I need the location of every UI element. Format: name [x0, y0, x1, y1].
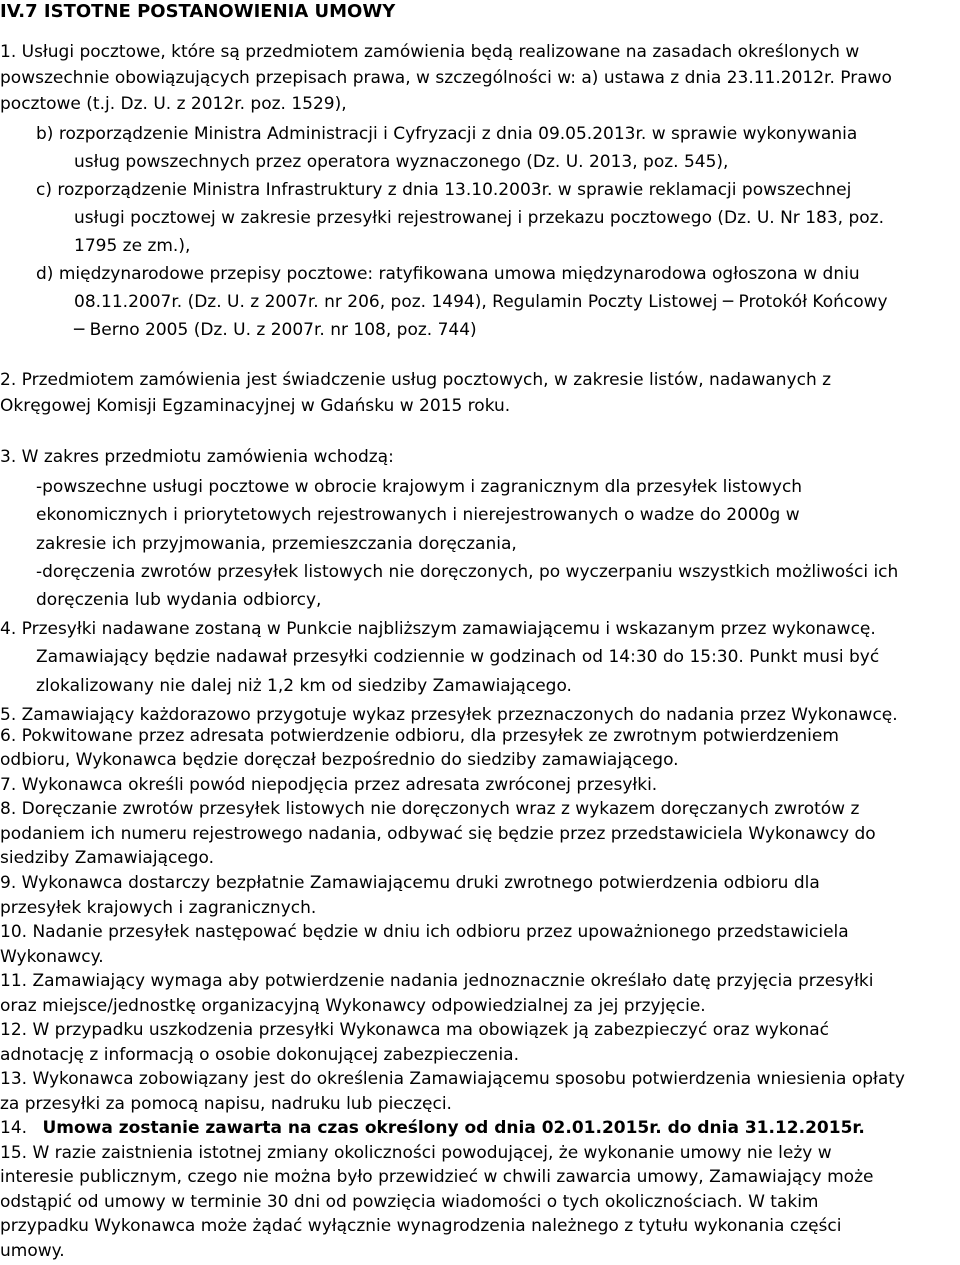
clause-1-line-1: 1. Usługi pocztowe, które są przedmiotem zamówienia będą realizowane na zasadach określonych w	[0, 42, 860, 62]
clause-3-line-1: 3. W zakres przedmiotu zamówienia wchodzą:	[0, 447, 394, 467]
clause-7: 7. Wykonawca określi powód niepodjęcia przez adresata zwróconej przesyłki.	[0, 775, 658, 795]
clause-15-line-4: przypadku Wykonawca może żądać wyłącznie wynagrodzenia należnego z tytułu wykonania części	[0, 1216, 842, 1236]
clause-13-line-1: 13. Wykonawca zobowiązany jest do określenia Zamawiającemu sposobu potwierdzenia wniesienia opłaty	[0, 1069, 905, 1089]
clause-2-line-2: Okręgowej Komisji Egzaminacyjnej w Gdańsku w 2015 roku.	[0, 396, 511, 416]
clause-14-text: Umowa zostanie zawarta na czas określony od dnia 02.01.2015r. do dnia 31.12.2015r.	[42, 1118, 865, 1138]
clause-1-line-3: pocztowe (t.j. Dz. U. z 2012r. poz. 1529),	[0, 94, 347, 114]
clause-12-line-1: 12. W przypadku uszkodzenia przesyłki Wykonawca ma obowiązek ją zabezpieczyć oraz wykonać	[0, 1020, 829, 1040]
clause-1d-line-1: d) międzynarodowe przepisy pocztowe: ratyfikowana umowa międzynarodowa ogłoszona w dniu	[36, 264, 860, 284]
clause-1c-line-2: usługi pocztowej w zakresie przesyłki rejestrowanej i przekazu pocztowego (Dz. U. Nr 183, poz.	[74, 208, 884, 228]
clause-15-line-2: interesie publicznym, czego nie można było przewidzieć w chwili zawarcia umowy, Zamawiający może	[0, 1167, 874, 1187]
clause-1-line-2: powszechnie obowiązujących przepisach prawa, w szczególności w: a) ustawa z dnia 23.11.2012r. Prawo	[0, 68, 892, 88]
clause-15-line-3: odstąpić od umowy w terminie 30 dni od powzięcia wiadomości o tych okolicznościach. W takim	[0, 1192, 819, 1212]
clause-3-line-6: doręczenia lub wydania odbiorcy,	[36, 590, 322, 610]
clause-8-line-2: podaniem ich numeru rejestrowego nadania, odbywać się będzie przez przedstawiciela Wykonawcy do	[0, 824, 876, 844]
clause-9-line-2: przesyłek krajowych i zagranicznych.	[0, 898, 317, 918]
clause-15-line-1: 15. W razie zaistnienia istotnej zmiany okoliczności powodującej, że wykonanie umowy nie leży w	[0, 1143, 832, 1163]
clause-5: 5. Zamawiający każdorazowo przygotuje wykaz przesyłek przeznaczonych do nadania przez Wykonawcę.	[0, 705, 898, 725]
clause-13-line-2: za przesyłki za pomocą napisu, nadruku lub pieczęci.	[0, 1094, 452, 1114]
clause-1b-line-2: usług powszechnych przez operatora wyznaczonego (Dz. U. 2013, poz. 545),	[74, 152, 729, 172]
clause-14	[0, 1116, 865, 1140]
section-heading: IV.7 ISTOTNE POSTANOWIENIA UMOWY	[0, 1, 396, 22]
clause-4-line-3: zlokalizowany nie dalej niż 1,2 km od siedziby Zamawiającego.	[36, 676, 572, 696]
clause-10-line-2: Wykonawcy.	[0, 947, 104, 967]
clause-10-line-1: 10. Nadanie przesyłek następować będzie w dniu ich odbioru przez upoważnionego przedstawiciela	[0, 922, 849, 942]
clause-4-line-1: 4. Przesyłki nadawane zostaną w Punkcie najbliższym zamawiającemu i wskazanym przez wykonawcę.	[0, 619, 876, 639]
clause-11-line-2: oraz miejsce/jednostkę organizacyjną Wykonawcy odpowiedzialnej za jej przyjęcie.	[0, 996, 706, 1016]
clause-12-line-2: adnotację z informacją o osobie dokonującej zabezpieczenia.	[0, 1045, 519, 1065]
clause-6-line-1: 6. Pokwitowane przez adresata potwierdzenie odbioru, dla przesyłek ze zwrotnym potwierdzeniem	[0, 726, 839, 746]
clause-2-line-1: 2. Przedmiotem zamówienia jest świadczenie usług pocztowych, w zakresie listów, nadawanych z	[0, 370, 832, 390]
clause-3-line-3: ekonomicznych i priorytetowych rejestrowanych i nierejestrowanych o wadze do 2000g w	[36, 505, 800, 525]
clause-11-line-1: 11. Zamawiający wymaga aby potwierdzenie nadania jednoznacznie określało datę przyjęcia przesyłki	[0, 971, 874, 991]
clause-8-line-1: 8. Doręczanie zwrotów przesyłek listowych nie doręczonych wraz z wykazem doręczanych zwrotów z	[0, 799, 860, 819]
clause-9-line-1: 9. Wykonawca dostarczy bezpłatnie Zamawiającemu druki zwrotnego potwierdzenia odbioru dla	[0, 873, 820, 893]
clause-1b-line-1: b) rozporządzenie Ministra Administracji i Cyfryzacji z dnia 09.05.2013r. w sprawie wykonywania	[36, 124, 858, 144]
clause-6-line-2: odbioru, Wykonawca będzie doręczał bezpośrednio do siedziby zamawiającego.	[0, 750, 679, 770]
clause-3-line-4: zakresie ich przyjmowania, przemieszczania doręczania,	[36, 534, 517, 554]
clause-1c-line-1: c) rozporządzenie Ministra Infrastruktury z dnia 13.10.2003r. w sprawie reklamacji powszechnej	[36, 180, 852, 200]
clause-8-line-3: siedziby Zamawiającego.	[0, 848, 215, 868]
clause-14-number: 14.	[0, 1118, 28, 1138]
clause-4-line-2: Zamawiający będzie nadawał przesyłki codziennie w godzinach od 14:30 do 15:30. Punkt musi być	[36, 647, 880, 667]
clause-3-line-2: -powszechne usługi pocztowe w obrocie krajowym i zagranicznym dla przesyłek listowych	[36, 477, 803, 497]
clause-3-line-5: -doręczenia zwrotów przesyłek listowych nie doręczonych, po wyczerpaniu wszystkich możliwości ich	[36, 562, 899, 582]
clause-15-line-5: umowy.	[0, 1241, 65, 1261]
clause-1d-line-3: ─ Berno 2005 (Dz. U. z 2007r. nr 108, poz. 744)	[74, 320, 477, 340]
clause-1d-line-2: 08.11.2007r. (Dz. U. z 2007r. nr 206, poz. 1494), Regulamin Poczty Listowej ─ Protokół Końcowy	[74, 292, 888, 312]
clause-1c-line-3: 1795 ze zm.),	[74, 236, 191, 256]
